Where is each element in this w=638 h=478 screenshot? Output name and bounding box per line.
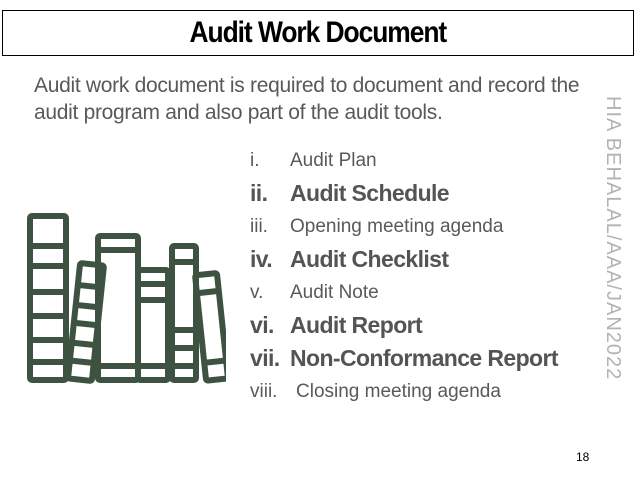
item-number: iv.: [250, 246, 273, 272]
item-text: Opening meeting agenda: [290, 216, 504, 237]
item-text: Audit Schedule: [290, 180, 450, 206]
item-number: vi.: [250, 312, 274, 338]
item-number: vii.: [250, 345, 280, 371]
item-text: Closing meeting agenda: [296, 381, 501, 402]
slide-title: Audit Work Document: [189, 16, 447, 49]
item-text: Audit Report: [290, 312, 423, 338]
item-number: ii.: [250, 180, 268, 206]
item-text: Non-Conformance Report: [290, 345, 558, 371]
item-number: i.: [250, 150, 260, 171]
item-text: Audit Note: [290, 282, 379, 303]
item-text: Audit Checklist: [290, 246, 449, 272]
item-number: viii.: [250, 381, 278, 402]
intro-paragraph: Audit work document is required to document and record the audit program and also part of the audit tools.: [34, 74, 580, 124]
page-number: 18: [576, 450, 590, 464]
title-box: [2, 10, 634, 56]
books-icon: [26, 212, 226, 384]
vertical-watermark: HIA BEHALAL/AAA/JAN2022: [602, 95, 624, 381]
item-number: v.: [250, 282, 264, 303]
item-text: Audit Plan: [290, 150, 377, 171]
item-number: iii.: [250, 216, 268, 237]
